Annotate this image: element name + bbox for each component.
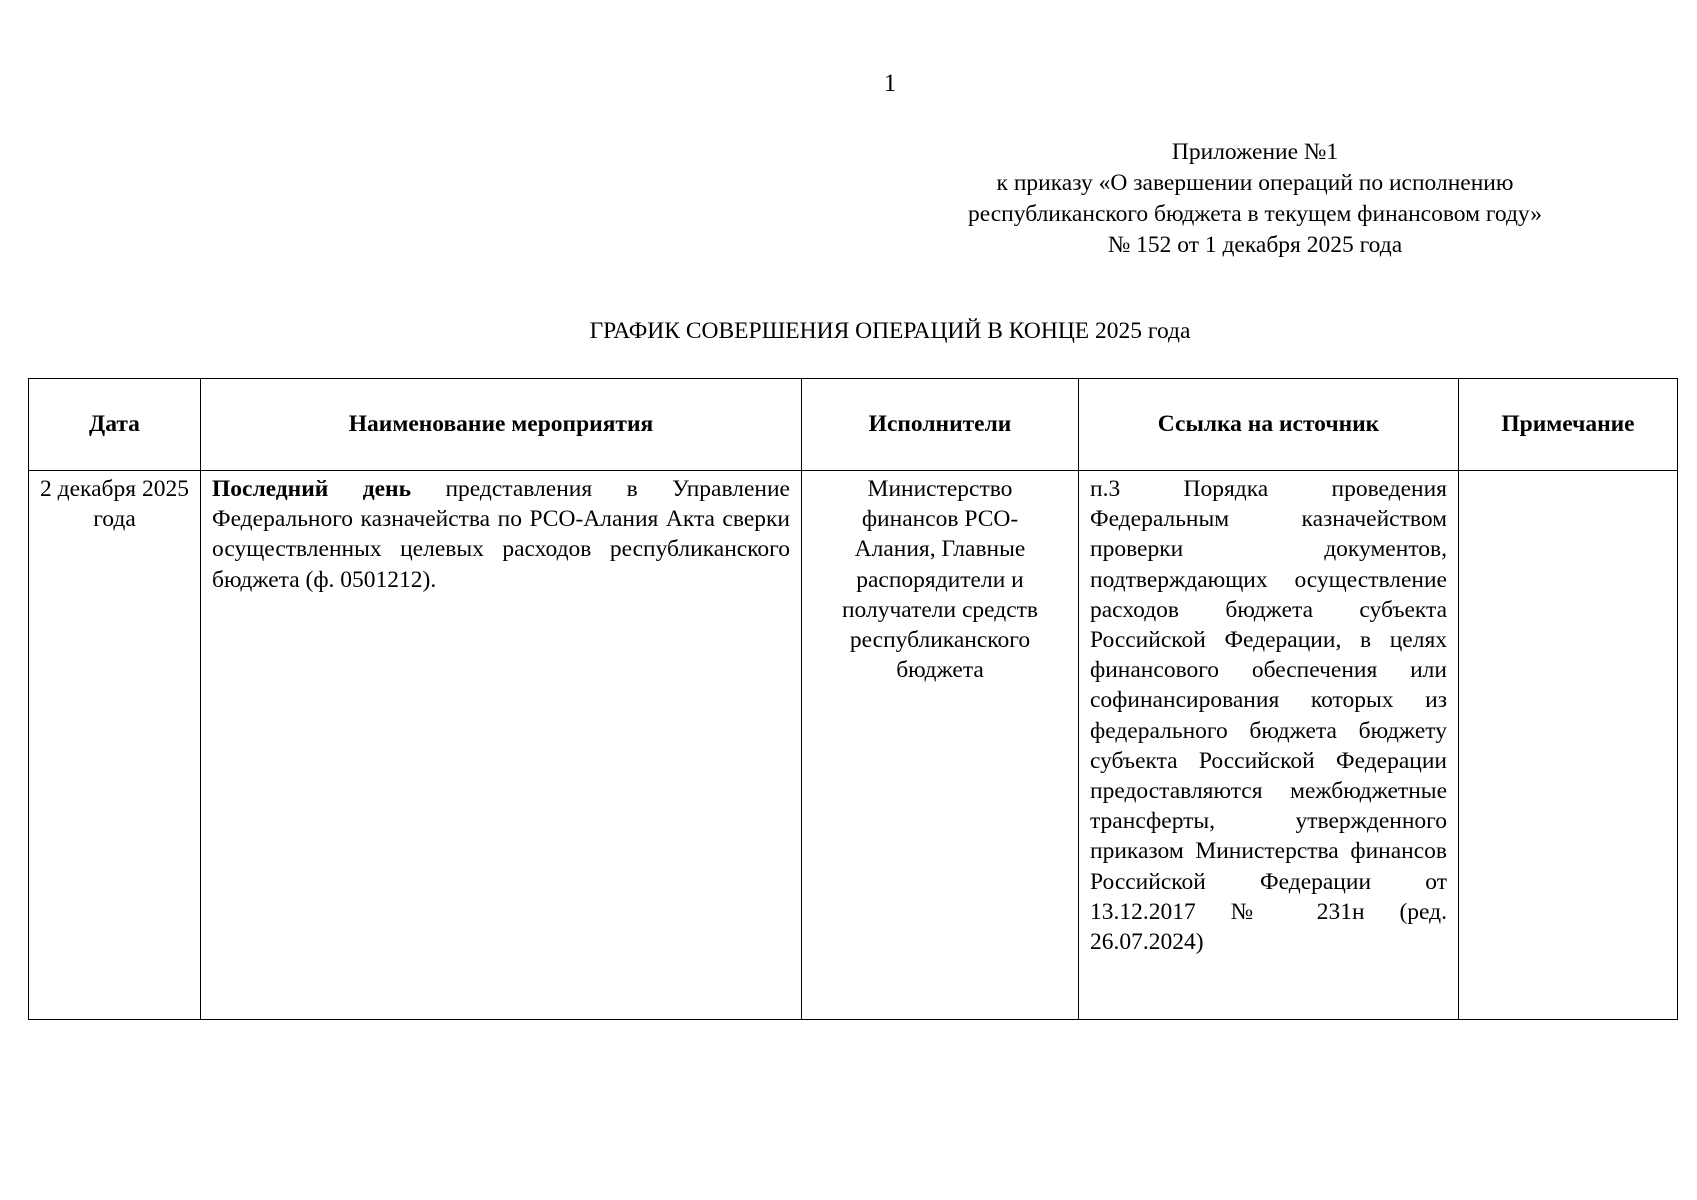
appendix-line-3: республиканского бюджета в текущем финансовом году» — [967, 201, 1543, 227]
cell-date: 2 декабря 2025 года — [29, 471, 201, 1020]
appendix-line-2: к приказу «О завершении операций по исполнению — [996, 170, 1514, 196]
table-row — [29, 471, 1678, 1020]
header-executors: Исполнители — [802, 379, 1079, 471]
table-header-row — [29, 379, 1678, 471]
header-note: Примечание — [1459, 379, 1678, 471]
header-source: Ссылка на источник — [1079, 379, 1459, 471]
appendix-line-4: № 152 от 1 декабря 2025 года — [1107, 232, 1403, 258]
cell-event — [201, 471, 802, 1020]
cell-note — [1459, 471, 1678, 1020]
cell-executors: Министерство финансов РСО-Алания, Главные распорядители и получатели средств республиканского бюджета — [802, 471, 1079, 1020]
appendix-line-1: Приложение №1 — [1171, 139, 1339, 165]
document-title: ГРАФИК СОВЕРШЕНИЯ ОПЕРАЦИЙ В КОНЦЕ 2025 года — [589, 318, 1191, 344]
page-number: 1 — [883, 70, 897, 97]
header-event: Наименование мероприятия — [201, 379, 802, 471]
appendix-header — [905, 137, 1605, 261]
event-text: представления в Управление Федерального казначейства по РСО-Алания Акта сверки осуществленных целевых расходов республиканского бюджета (ф. 0501212). — [212, 476, 790, 593]
event-emphasis: Последний день — [212, 476, 411, 502]
schedule-table — [28, 378, 1678, 1020]
header-date: Дата — [29, 379, 201, 471]
cell-source: п.3 Порядка проведения Федеральным казначейством проверки документов, подтверждающих осуществление расходов бюджета субъекта Российской Федерации, в целях финансового обеспечения или софинансирования которых из федерального бюджета бюджету субъекта Российской Федерации предоставляются межбюджетные трансферты, утвержденного приказом Министерства финансов Российской Федерации от 13.12.2017 № 231н (ред. 26.07.2024) — [1079, 471, 1459, 1020]
